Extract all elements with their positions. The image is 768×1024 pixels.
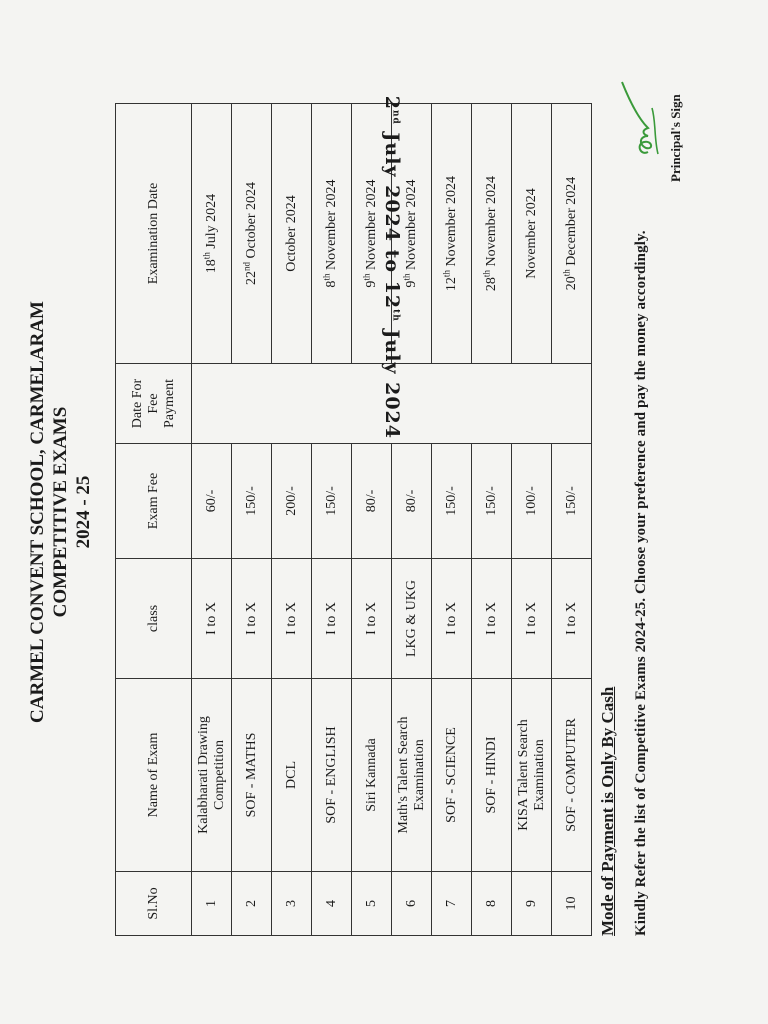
academic-year: 2024 - 25 xyxy=(73,475,94,549)
cell-class: I to X xyxy=(272,559,312,679)
instruction-text: Kindly Refer the list of Competitive Exams 2024-25. Choose your preference and pay the money accordingly. xyxy=(633,230,649,936)
cell-exam-date: 9th November 2024 xyxy=(392,104,432,364)
cell-exam-fee: 150/- xyxy=(312,444,352,559)
cell-exam-fee: 150/- xyxy=(232,444,272,559)
cell-exam-fee: 200/- xyxy=(272,444,312,559)
school-name: CARMEL CONVENT SCHOOL, CARMELARAM xyxy=(27,301,48,723)
cell-exam-date: 12th November 2024 xyxy=(432,104,472,364)
cell-sl-no: 8 xyxy=(472,872,512,936)
principal-sign-label: Principal's Sign xyxy=(668,94,683,182)
cell-exam-date: 9th November 2024 xyxy=(352,104,392,364)
cell-exam-date: 28th November 2024 xyxy=(472,104,512,364)
cell-sl-no: 10 xyxy=(552,872,592,936)
cell-sl-no: 1 xyxy=(192,872,232,936)
cell-class: I to X xyxy=(432,559,472,679)
cell-exam-name: Siri Kannada xyxy=(352,679,392,872)
cell-exam-name: SOF - ENGLISH xyxy=(312,679,352,872)
table-row xyxy=(312,104,352,936)
cell-exam-fee: 80/- xyxy=(352,444,392,559)
cell-exam-name: SOF - MATHS xyxy=(232,679,272,872)
cell-sl-no: 2 xyxy=(232,872,272,936)
cell-exam-date: October 2024 xyxy=(272,104,312,364)
cell-exam-date: 20th December 2024 xyxy=(552,104,592,364)
principal-signature-icon xyxy=(618,78,664,158)
table-row xyxy=(552,104,592,936)
table-row xyxy=(512,104,552,936)
fee-payment-window-text: 2nd July 2024 to 12th July 2024 xyxy=(380,95,403,439)
cell-class: I to X xyxy=(512,559,552,679)
cell-exam-fee: 150/- xyxy=(552,444,592,559)
cell-class: I to X xyxy=(232,559,272,679)
table-row xyxy=(192,104,232,936)
cell-sl-no: 7 xyxy=(432,872,472,936)
cell-exam-fee: 60/- xyxy=(192,444,232,559)
exam-table xyxy=(115,95,592,936)
cell-exam-date: 22nd October 2024 xyxy=(232,104,272,364)
cell-exam-fee: 80/- xyxy=(392,444,432,559)
cell-class: I to X xyxy=(312,559,352,679)
header-class: class xyxy=(116,559,192,679)
cell-exam-date: November 2024 xyxy=(512,104,552,364)
cell-sl-no: 4 xyxy=(312,872,352,936)
cell-exam-name: SOF - SCIENCE xyxy=(432,679,472,872)
cell-class: I to X xyxy=(192,559,232,679)
header-sl-no: Sl.No xyxy=(116,872,192,936)
cell-exam-fee: 150/- xyxy=(432,444,472,559)
table-header-row xyxy=(116,104,192,936)
cell-exam-date: 8th November 2024 xyxy=(312,104,352,364)
cell-exam-name: SOF - COMPUTER xyxy=(552,679,592,872)
payment-mode-note: Mode of Payment is Only By Cash xyxy=(598,686,617,936)
table-row xyxy=(472,104,512,936)
document-subtitle: COMPETITIVE EXAMS xyxy=(50,406,71,618)
cell-exam-fee: 100/- xyxy=(512,444,552,559)
cell-class: I to X xyxy=(472,559,512,679)
table-row xyxy=(272,104,312,936)
table-body xyxy=(192,95,592,936)
cell-exam-name: Kalabharati Drawing Competition xyxy=(192,679,232,872)
cell-sl-no: 9 xyxy=(512,872,552,936)
header-exam-date: Examination Date xyxy=(116,104,192,364)
cell-exam-date: 18th July 2024 xyxy=(192,104,232,364)
header-exam-fee: Exam Fee xyxy=(116,444,192,559)
cell-class: LKG & UKG xyxy=(392,559,432,679)
table-row xyxy=(432,104,472,936)
title-block xyxy=(26,0,95,1024)
cell-class: I to X xyxy=(352,559,392,679)
cell-sl-no: 3 xyxy=(272,872,312,936)
header-fee-date: Date For Fee Payment xyxy=(116,364,192,444)
cell-exam-fee: 150/- xyxy=(472,444,512,559)
cell-class: I to X xyxy=(552,559,592,679)
cell-exam-name: SOF - HINDI xyxy=(472,679,512,872)
cell-sl-no: 6 xyxy=(392,872,432,936)
header-exam-name: Name of Exam xyxy=(116,679,192,872)
cell-exam-name: KISA Talent Search Examination xyxy=(512,679,552,872)
cell-sl-no: 5 xyxy=(352,872,392,936)
cell-exam-name: DCL xyxy=(272,679,312,872)
table-row xyxy=(232,104,272,936)
cell-exam-name: Math's Talent Search Examination xyxy=(392,679,432,872)
